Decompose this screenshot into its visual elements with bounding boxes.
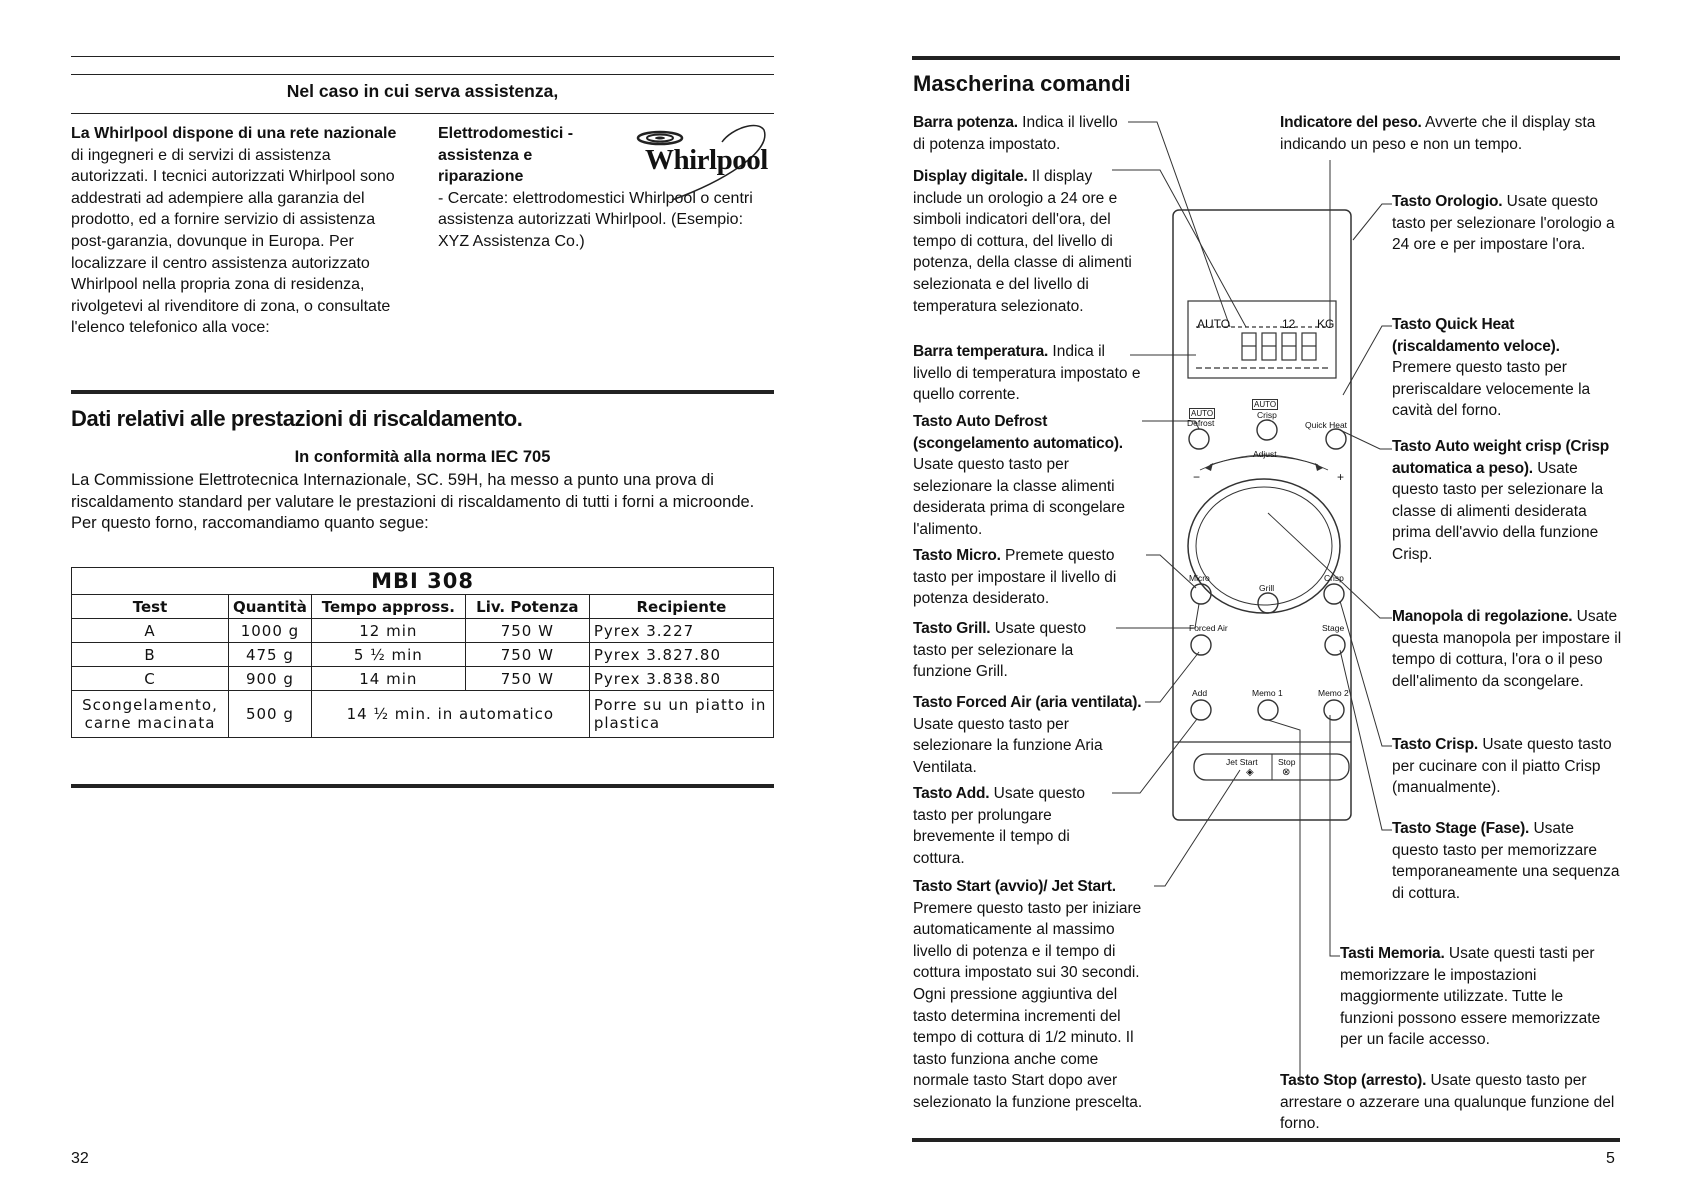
- assist-paragraph: [71, 123, 411, 339]
- cell: A: [72, 619, 229, 643]
- whirlpool-logo: [632, 122, 782, 202]
- jetstart-icon: ◈: [1246, 767, 1254, 778]
- label-jet-start: Tasto Start (avvio)/ Jet Start. Premere questo tasto per iniziare automaticamente al massimo livello di potenza e il tempo di cottura impostato sui 30 secondi. Ogni pressione aggiuntiva del tasto determina incrementi del tempo di cottura di 1/2 minuto. Il tasto funziona anche come normale tasto Start dopo aver selezionato la funzione prescelta.: [913, 878, 1143, 1111]
- adjust-minus: −: [1193, 470, 1201, 484]
- whirlpool-logo-text: Whirlpool: [645, 144, 768, 176]
- top-rule-thin-2: [71, 74, 774, 75]
- th-test: Test: [72, 595, 229, 619]
- label-power-bar: Barra potenza. Indica il livello di potenza impostato.: [913, 114, 1118, 153]
- stop-icon: ⊗: [1282, 767, 1291, 778]
- label-temp-bar: Barra temperatura. Indica il livello di temperatura impostato e quello corrente.: [913, 343, 1141, 404]
- jetstart-label: Jet Start: [1226, 757, 1258, 767]
- display-digits: [1220, 383, 1223, 384]
- label-stage: Tasto Stage (Fase). Usate questo tasto per memorizzare temporaneamente una sequenza di cottura.: [1392, 820, 1620, 902]
- memo1-label: Memo 1: [1252, 688, 1283, 698]
- cell: 750 W: [465, 667, 589, 691]
- right-top-rule: [912, 56, 1620, 60]
- table-row: [72, 691, 774, 738]
- assist-voice-bold: Elettrodomestici - assistenza e riparazione: [438, 125, 574, 186]
- display-top-kg: KG: [1317, 317, 1335, 331]
- label-forced-air: Tasto Forced Air (aria ventilata). Usate questo tasto per selezionare la funzione Aria Ventilata.: [913, 694, 1142, 776]
- cell: 12 min: [311, 619, 465, 643]
- table-row: [72, 619, 774, 643]
- perf-rule: [71, 390, 774, 394]
- cell: Pyrex 3.227: [589, 619, 773, 643]
- crisp-label: Crisp: [1324, 573, 1344, 583]
- add-label: Add: [1192, 688, 1208, 698]
- cell: 475 g: [229, 643, 312, 667]
- memo2-label: Memo 2: [1318, 688, 1349, 698]
- table-row: [72, 643, 774, 667]
- defrost-tag: AUTO: [1191, 409, 1214, 418]
- cell: Scongelamento, carne macinata: [72, 691, 229, 738]
- label-weight-indicator: Indicatore del peso. Avverte che il display sta indicando un peso e non un tempo.: [1280, 114, 1596, 153]
- display-top-12: 12: [1282, 317, 1296, 331]
- label-quick-heat: Tasto Quick Heat (riscaldamento veloce). Premere questo tasto per preriscaldare velocemente la cavità del forno.: [1392, 316, 1591, 420]
- assist-heading: Nel caso in cui serva assistenza,: [286, 81, 559, 101]
- cell: 500 g: [229, 691, 312, 738]
- label-micro: Tasto Micro. Premete questo tasto per impostare il livello di potenza desiderato.: [913, 547, 1117, 608]
- crisp-top-label: Crisp: [1257, 410, 1277, 420]
- cell: 5 ½ min: [311, 643, 465, 667]
- cell: 14 min: [311, 667, 465, 691]
- table-model: MBI 308: [72, 568, 774, 595]
- label-stop: Tasto Stop (arresto). Usate questo tasto per arrestare o azzerare una qualunque funzione del forno.: [1280, 1072, 1615, 1133]
- adjust-plus: +: [1337, 470, 1345, 484]
- perf-heading: Dati relativi alle prestazioni di riscaldamento.: [71, 406, 523, 431]
- cell: 750 W: [465, 643, 589, 667]
- label-digital-display: Display digitale. Il display include un orologio a 24 ore e simboli indicatori dell'ora, del tempo di cottura, del livello di potenza, della classe di alimenti selezionata e del livello di temperatura selezionato.: [913, 168, 1132, 315]
- page-number-right: 5: [1606, 1150, 1615, 1167]
- cell: 1000 g: [229, 619, 312, 643]
- label-crisp: Tasto Crisp. Usate questo tasto per cucinare con il piatto Crisp (manualmente).: [1392, 736, 1612, 797]
- cell: B: [72, 643, 229, 667]
- label-auto-defrost: Tasto Auto Defrost (scongelamento automatico). Usate questo tasto per selezionare la classe alimenti desiderata prima di scongelare l'alimento.: [913, 413, 1125, 538]
- top-rule-thin: [71, 56, 774, 57]
- assist-rule: [71, 113, 774, 114]
- cell: Pyrex 3.827.80: [589, 643, 773, 667]
- table-header-row: [72, 595, 774, 619]
- perf-paragraph: La Commissione Elettrotecnica Internazionale, SC. 59H, ha messo a punto una prova di riscaldamento standard per valutare le prestazioni di riscaldamento di tutti i forni a microonde. Per questo forno, raccomandiamo quanto segue:: [71, 471, 755, 533]
- label-memory: Tasti Memoria. Usate questi tasti per memorizzare le impostazioni maggiormente utilizzate. Tutte le funzioni possono essere memorizzate per un facile accesso.: [1340, 945, 1601, 1049]
- th-qty: Quantità: [229, 595, 312, 619]
- cell: 14 ½ min. in automatico: [311, 691, 589, 738]
- th-time: Tempo appross.: [311, 595, 465, 619]
- right-bottom-rule: [912, 1138, 1620, 1142]
- adjust-label: Adjust: [1253, 449, 1277, 459]
- assist-voice-rest: - Cercate: elettrodomestici Whirlpool o centri assistenza autorizzati Whirlpool. (Esempio: XYZ Assistenza Co.): [438, 189, 753, 250]
- label-adjust-knob: Manopola di regolazione. Usate questa manopola per impostare il tempo di cottura, l'ora o il peso dell'alimento da scongelare.: [1392, 608, 1622, 690]
- quickheat-label: Quick Heat: [1305, 420, 1348, 430]
- th-power: Liv. Potenza: [465, 595, 589, 619]
- label-clock: Tasto Orologio. Usate questo tasto per selezionare l'orologio a 24 ore e per impostare l'ora.: [1392, 193, 1615, 254]
- cell: 900 g: [229, 667, 312, 691]
- assist-intro-rest: di ingegneri e di servizi di assistenza autorizzati. I tecnici autorizzati Whirlpool sono addestrati ad adempiere alla garanzia del prodotto, ed a fornire servizio di assistenza post-garanzia, dovunque in Europa. Per localizzare il centro assistenza autorizzato Whirlpool nella propria zona di residenza, rivolgetevi al rivenditore di zona, o consultate l'elenco telefonico alla voce:: [71, 146, 395, 337]
- perf-norm: In conformità alla norma IEC 705: [294, 448, 551, 466]
- defrost-label: Defrost: [1187, 418, 1215, 428]
- crisp-top-tag: AUTO: [1254, 400, 1277, 409]
- stop-label: Stop: [1278, 757, 1296, 767]
- assist-intro-bold: La Whirlpool dispone di una rete nazionale: [71, 125, 397, 142]
- label-grill: Tasto Grill. Usate questo tasto per selezionare la funzione Grill.: [913, 620, 1087, 681]
- cell: Pyrex 3.838.80: [589, 667, 773, 691]
- forced-air-label: Forced Air: [1189, 623, 1228, 633]
- stage-label: Stage: [1322, 623, 1345, 633]
- cell: Porre su un piatto in plastica: [589, 691, 773, 738]
- label-auto-weight-crisp: Tasto Auto weight crisp (Crisp automatica a peso). Usate questo tasto per selezionare la classe di alimenti desiderata prima dell'avvio della funzione Crisp.: [1392, 438, 1610, 563]
- cell: C: [72, 667, 229, 691]
- label-add: Tasto Add. Usate questo tasto per prolungare brevemente il tempo di cottura.: [913, 785, 1086, 867]
- page-number-left: 32: [71, 1150, 89, 1167]
- right-title: Mascherina comandi: [913, 71, 1131, 96]
- cell: 750 W: [465, 619, 589, 643]
- table-row: [72, 667, 774, 691]
- display-top-auto: AUTO: [1197, 317, 1231, 331]
- grill-label: Grill: [1259, 583, 1275, 593]
- perf-bottom-rule: [71, 784, 774, 788]
- performance-table: [71, 567, 774, 738]
- th-vessel: Recipiente: [589, 595, 773, 619]
- micro-label: Micro: [1189, 573, 1210, 583]
